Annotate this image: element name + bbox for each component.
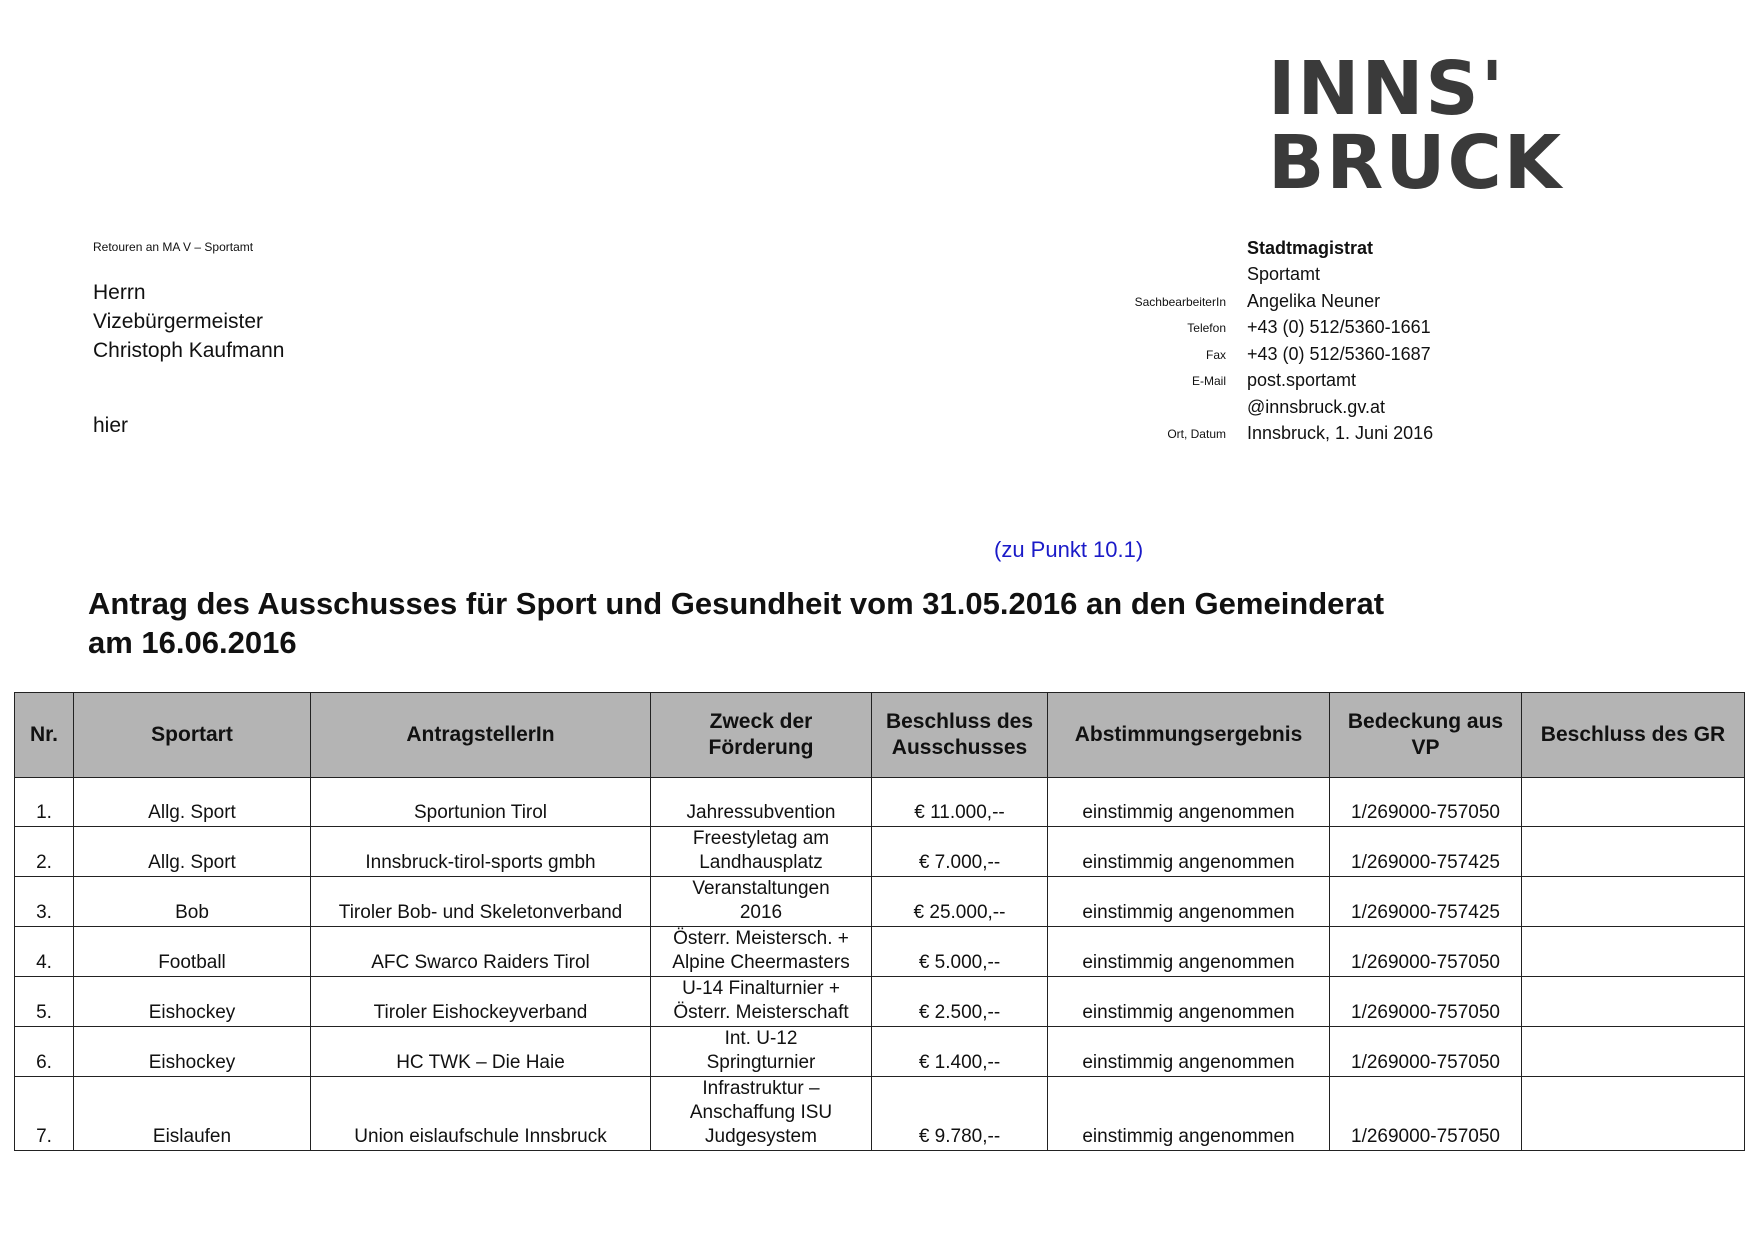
cell-nr: 1. [15, 778, 74, 827]
cell-antragsteller: Tiroler Bob- und Skeletonverband [311, 877, 651, 927]
header-beschluss: Beschluss des Ausschusses [872, 693, 1048, 778]
cell-antragsteller: HC TWK – Die Haie [311, 1027, 651, 1077]
cell-beschluss: € 2.500,-- [872, 977, 1048, 1027]
table-row [15, 1027, 1745, 1077]
cell-sportart: Eishockey [74, 977, 311, 1027]
office-value: Angelika Neuner [1247, 290, 1381, 311]
cell-gr [1522, 977, 1745, 1027]
office-label [1060, 415, 1247, 418]
cell-ergebnis: einstimmig angenommen [1048, 877, 1330, 927]
cell-zweck: Int. U-12 Springturnier [651, 1027, 872, 1077]
cell-sportart: Allg. Sport [74, 827, 311, 877]
office-info [1060, 232, 1540, 444]
cell-gr [1522, 877, 1745, 927]
cell-zweck: U-14 Finalturnier + Österr. Meisterschaft [651, 977, 872, 1027]
office-row [1060, 259, 1540, 286]
cell-beschluss: € 11.000,-- [872, 778, 1048, 827]
cell-nr: 3. [15, 877, 74, 927]
table-row [15, 927, 1745, 977]
cell-beschluss: € 1.400,-- [872, 1027, 1048, 1077]
return-address: Retouren an MA V – Sportamt [93, 240, 254, 254]
table-row [15, 778, 1745, 827]
cell-bedeckung: 1/269000-757050 [1330, 778, 1522, 827]
cell-gr [1522, 778, 1745, 827]
cell-antragsteller: Sportunion Tirol [311, 778, 651, 827]
cell-gr [1522, 927, 1745, 977]
office-label: Ort, Datum [1167, 427, 1226, 441]
cell-antragsteller: AFC Swarco Raiders Tirol [311, 927, 651, 977]
cell-beschluss: € 25.000,-- [872, 877, 1048, 927]
office-row [1060, 365, 1540, 392]
office-label: E-Mail [1191, 374, 1226, 388]
office-label [1060, 282, 1247, 285]
cell-gr [1522, 827, 1745, 877]
cell-bedeckung: 1/269000-757050 [1330, 927, 1522, 977]
cell-nr: 2. [15, 827, 74, 877]
cell-beschluss: € 7.000,-- [872, 827, 1048, 877]
table-row [15, 877, 1745, 927]
cell-ergebnis: einstimmig angenommen [1048, 827, 1330, 877]
cell-bedeckung: 1/269000-757050 [1330, 1027, 1522, 1077]
funding-table [14, 692, 1745, 1151]
recipient-line: Christoph Kaufmann [93, 339, 285, 362]
cell-gr [1522, 1027, 1745, 1077]
recipient-hier: hier [93, 414, 129, 437]
cell-sportart: Football [74, 927, 311, 977]
table-row [15, 827, 1745, 877]
office-value: Innsbruck, 1. Juni 2016 [1247, 423, 1434, 443]
office-row [1060, 391, 1540, 418]
header-ergebnis: Abstimmungsergebnis [1048, 693, 1330, 778]
cell-ergebnis: einstimmig angenommen [1048, 927, 1330, 977]
document-title: Antrag des Ausschusses für Sport und Gesundheit vom 31.05.2016 an den Gemeinderat am 16.06.2016 [88, 586, 1385, 660]
office-row [1060, 232, 1540, 259]
cell-sportart: Bob [74, 877, 311, 927]
cell-beschluss: € 5.000,-- [872, 927, 1048, 977]
cell-nr: 6. [15, 1027, 74, 1077]
recipient-line: Vizebürgermeister [93, 310, 264, 333]
cell-beschluss: € 9.780,-- [872, 1077, 1048, 1151]
cell-bedeckung: 1/269000-757050 [1330, 1077, 1522, 1151]
cell-ergebnis: einstimmig angenommen [1048, 778, 1330, 827]
cell-nr: 7. [15, 1077, 74, 1151]
office-label: Fax [1205, 347, 1226, 362]
office-value: Stadtmagistrat [1247, 237, 1374, 258]
cell-antragsteller: Innsbruck-tirol-sports gmbh [311, 827, 651, 877]
office-label [1060, 256, 1247, 259]
cell-zweck: Freestyletag am Landhausplatz [651, 827, 872, 877]
cell-nr: 5. [15, 977, 74, 1027]
agenda-point: (zu Punkt 10.1) [994, 537, 1144, 562]
office-row [1060, 312, 1540, 339]
cell-bedeckung: 1/269000-757425 [1330, 827, 1522, 877]
cell-antragsteller: Tiroler Eishockeyverband [311, 977, 651, 1027]
header-bedeckung: Bedeckung aus VP [1330, 693, 1522, 778]
office-value: post.sportamt [1247, 370, 1357, 390]
office-row [1060, 285, 1540, 312]
cell-zweck: Österr. Meistersch. + Alpine Cheermasters [651, 927, 872, 977]
innsbruck-logo: INNS' BRUCK [1268, 46, 1564, 206]
office-value: +43 (0) 512/5360-1661 [1247, 317, 1431, 337]
cell-sportart: Eislaufen [74, 1077, 311, 1151]
office-label: Telefon [1187, 321, 1226, 335]
cell-bedeckung: 1/269000-757050 [1330, 977, 1522, 1027]
cell-zweck: Veranstaltungen 2016 [651, 877, 872, 927]
cell-ergebnis: einstimmig angenommen [1048, 1077, 1330, 1151]
office-value: +43 (0) 512/5360-1687 [1247, 343, 1431, 364]
cell-bedeckung: 1/269000-757425 [1330, 877, 1522, 927]
table-header-row [15, 693, 1745, 778]
table-row [15, 1077, 1745, 1151]
cell-antragsteller: Union eislaufschule Innsbruck [311, 1077, 651, 1151]
table-row [15, 977, 1745, 1027]
header-nr: Nr. [15, 693, 74, 778]
recipient-line: Herrn [93, 281, 146, 304]
cell-sportart: Allg. Sport [74, 778, 311, 827]
cell-zweck: Jahressubvention [651, 778, 872, 827]
office-value: Sportamt [1247, 264, 1321, 284]
recipient-address [93, 278, 284, 365]
office-row [1060, 418, 1540, 445]
cell-sportart: Eishockey [74, 1027, 311, 1077]
header-gr: Beschluss des GR [1522, 693, 1745, 778]
header-sportart: Sportart [74, 693, 311, 778]
cell-gr [1522, 1077, 1745, 1151]
office-value: @innsbruck.gv.at [1247, 396, 1385, 417]
cell-zweck: Infrastruktur – Anschaffung ISU Judgesystem [651, 1077, 872, 1151]
office-row [1060, 338, 1540, 365]
cell-nr: 4. [15, 927, 74, 977]
header-zweck: Zweck der Förderung [651, 693, 872, 778]
cell-ergebnis: einstimmig angenommen [1048, 977, 1330, 1027]
cell-ergebnis: einstimmig angenommen [1048, 1027, 1330, 1077]
office-label: SachbearbeiterIn [1134, 294, 1226, 309]
header-antragsteller: AntragstellerIn [311, 693, 651, 778]
